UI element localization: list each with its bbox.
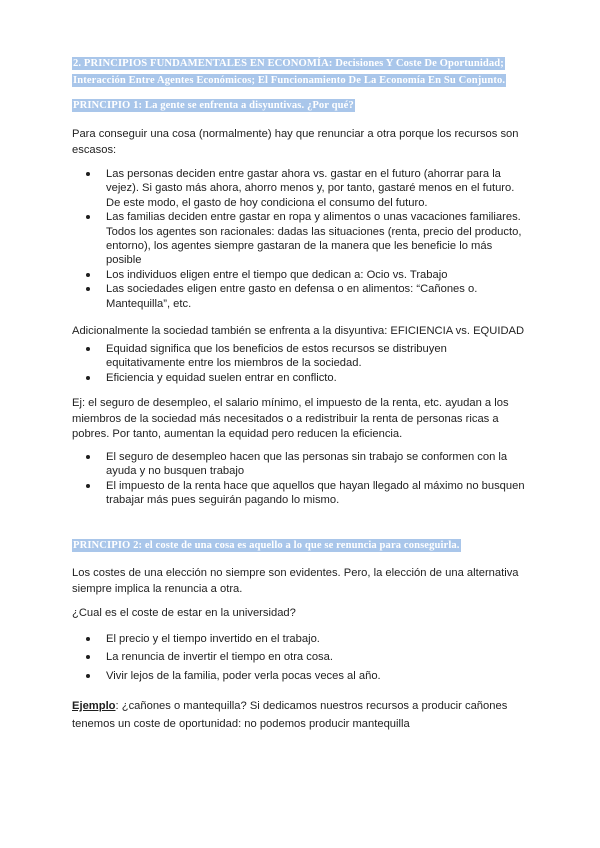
list-item-text: El seguro de desempleo hacen que las personas sin trabajo se conformen con la ayuda y no busquen trabajo — [106, 451, 508, 478]
principio1-heading-text: PRINCIPIO 1: La gente se enfrenta a disyuntivas. ¿Por qué? — [73, 100, 354, 111]
list-item — [72, 450, 527, 479]
list-item — [72, 167, 527, 210]
list-item-text: Vivir lejos de la familia, poder verla pocas veces al año. — [106, 669, 381, 682]
list-item — [72, 282, 527, 311]
section-title-line2: Interacción Entre Agentes Económicos; El Funcionamiento De La Economía En Su Conjunto. — [73, 74, 506, 86]
list-item — [72, 371, 527, 385]
principio1-bullets — [72, 167, 527, 311]
bullet-icon — [86, 455, 90, 459]
bullet-icon — [86, 655, 90, 659]
list-item-text: Las familias deciden entre gastar en ropa y alimentos o unas vacaciones familiares. Todos los agentes son racionales: dadas las situaciones (renta, precio del producto, entorno), los agentes siempre gastaran de la manera que les beneficie lo más posible — [106, 211, 522, 267]
list-item-text: Las personas deciden entre gastar ahora vs. gastar en el futuro (ahorrar para la vejez). Si gasto más ahora, ahorro menos y, por tanto, gastaré menos en el futuro. De este modo, el gasto de hoy condiciona el consumo del futuro. — [106, 168, 515, 209]
bullet-icon — [86, 273, 90, 277]
ej-paragraph: Ej: el seguro de desempleo, el salario mínimo, el impuesto de la renta, etc. ayudan a los miembros de la sociedad más necesitados o a redistribuir la renta de personas ricas a pobres. Por tanto, aumentan la equidad pero reducen la eficiencia. — [72, 397, 509, 440]
list-item-text: La renuncia de invertir el tiempo en otra cosa. — [106, 651, 333, 664]
list-item — [72, 669, 527, 683]
equidad-bullets — [72, 342, 527, 385]
principio2-bullets — [72, 632, 527, 683]
list-item — [72, 342, 527, 371]
list-item — [72, 479, 527, 508]
bullet-icon — [86, 376, 90, 380]
disyuntiva-paragraph: Adicionalmente la sociedad también se enfrenta a la disyuntiva: EFICIENCIA vs. EQUIDAD — [72, 325, 525, 337]
principio1-intro: Para conseguir una cosa (normalmente) hay que renunciar a otra porque los recursos son escasos: — [72, 128, 519, 156]
bullet-icon — [86, 484, 90, 488]
ej-bullets — [72, 450, 527, 508]
bullet-icon — [86, 347, 90, 351]
principio2-question: ¿Cual es el coste de estar en la universidad? — [72, 607, 296, 619]
list-item — [72, 210, 527, 268]
ejemplo-text: : ¿cañones o mantequilla? Si dedicamos nuestros recursos a producir cañones tenemos un coste de oportunidad: no podemos producir mantequilla — [72, 700, 508, 730]
bullet-icon — [86, 215, 90, 219]
ejemplo-label: Ejemplo — [72, 700, 116, 712]
list-item-text: Las sociedades eligen entre gasto en defensa o en alimentos: “Cañones o. Mantequilla”, etc. — [106, 283, 478, 310]
bullet-icon — [86, 172, 90, 176]
bullet-icon — [86, 674, 90, 678]
list-item-text: Eficiencia y equidad suelen entrar en conflicto. — [106, 371, 337, 384]
bullet-icon — [86, 287, 90, 291]
ejemplo-paragraph — [72, 698, 532, 733]
list-item — [72, 650, 527, 664]
list-item-text: El precio y el tiempo invertido en el trabajo. — [106, 633, 320, 645]
principio2-heading — [72, 538, 461, 555]
list-item-text: Los individuos eligen entre el tiempo que dedican a: Ocio vs. Trabajo — [106, 268, 448, 281]
principio2-heading-text: PRINCIPIO 2: el coste de una cosa es aquello a lo que se renuncia para conseguirla. — [73, 540, 460, 551]
principio1-heading — [72, 98, 355, 115]
list-item — [72, 268, 527, 282]
bullet-icon — [86, 637, 90, 641]
principio2-intro: Los costes de una elección no siempre son evidentes. Pero, la elección de una alternativa siempre implica la renuncia a otra. — [72, 567, 519, 595]
section-title — [72, 56, 542, 89]
list-item-text: Equidad significa que los beneficios de estos recursos se distribuyen equitativamente entre los miembros de la sociedad. — [106, 343, 447, 370]
list-item — [72, 632, 527, 646]
list-item-text: El impuesto de la renta hace que aquellos que hayan llegado al máximo no busquen trabajar más pues seguirán pagando lo mismo. — [106, 479, 525, 507]
section-title-line1: 2. PRINCIPIOS FUNDAMENTALES EN ECONOMÍA: Decisiones Y Coste De Oportunidad; — [73, 58, 504, 69]
